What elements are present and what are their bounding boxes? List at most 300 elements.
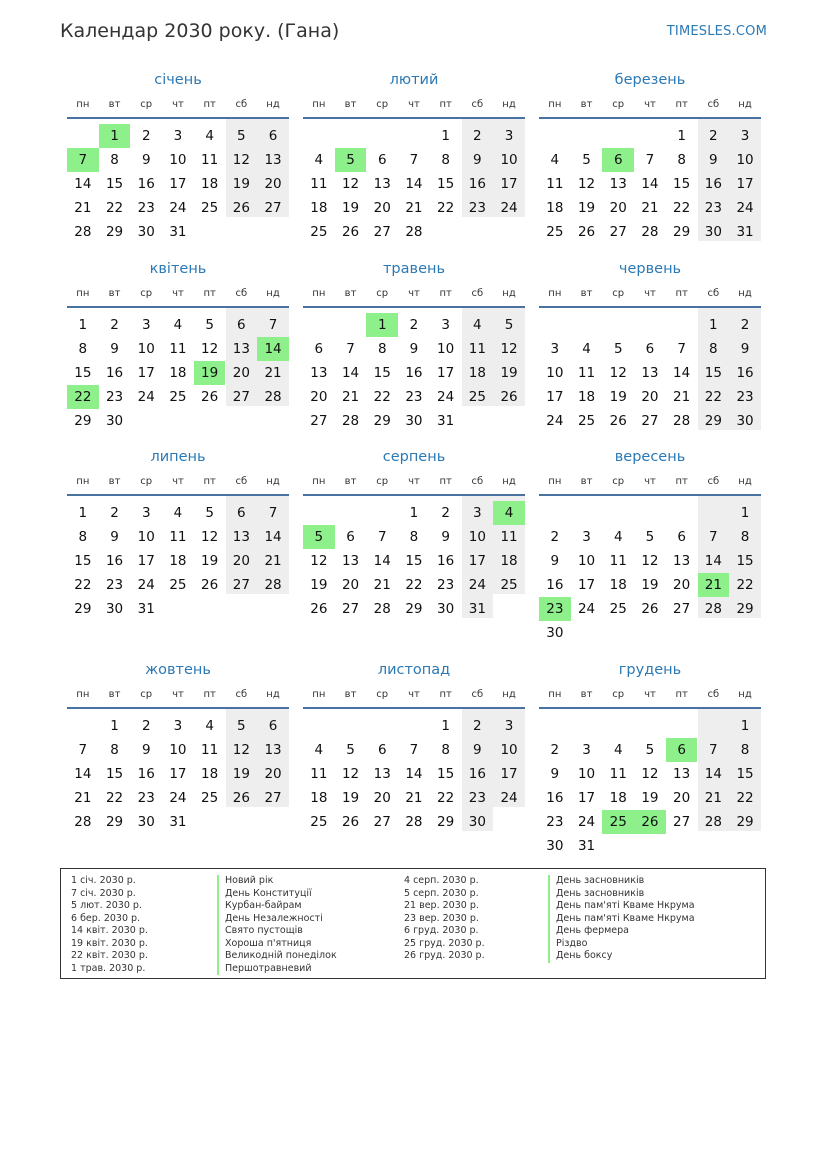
weekday-label: чт: [172, 99, 184, 110]
day-cell: 26: [232, 200, 250, 216]
holiday-day-cell: 21: [698, 573, 730, 597]
day-cell: 23: [137, 790, 155, 806]
day-cell: 14: [405, 176, 423, 192]
weekday-label: ср: [612, 99, 625, 110]
day-cell: 30: [546, 625, 564, 641]
legend-date: 22 квіт. 2030 р.: [71, 950, 148, 961]
day-cell: 25: [201, 200, 219, 216]
day-cell: 9: [550, 553, 560, 569]
legend-holiday-name: Новий рік: [217, 875, 273, 888]
holiday-day-cell: 19: [194, 361, 226, 385]
day-cell: 25: [609, 601, 627, 617]
day-cell: 24: [137, 389, 155, 405]
day-cell: 24: [468, 577, 486, 593]
month-name: жовтень: [145, 662, 211, 678]
legend-date: 1 трав. 2030 р.: [71, 962, 146, 974]
day-cell: 20: [310, 389, 328, 405]
day-cell: 22: [736, 577, 754, 593]
day-cell: 12: [201, 529, 219, 545]
month-divider: [539, 117, 761, 119]
day-cell: 21: [341, 389, 360, 405]
day-cell: 18: [546, 200, 564, 216]
day-cell: 28: [405, 814, 423, 830]
weekday-label: пт: [203, 689, 216, 700]
holiday-day-cell: 1: [366, 313, 398, 337]
day-cell: 10: [577, 766, 596, 782]
weekday-label: ср: [376, 476, 389, 487]
holiday-day-cell: 7: [67, 148, 99, 172]
day-cell: 30: [137, 224, 155, 240]
weekday-label: чт: [172, 476, 184, 487]
day-cell: 1: [110, 718, 119, 734]
day-cell: 2: [409, 317, 419, 333]
day-cell: 24: [577, 814, 596, 830]
day-cell: 14: [673, 365, 691, 381]
day-cell: 9: [473, 742, 482, 758]
day-cell: 22: [405, 577, 423, 593]
weekday-label: пт: [203, 476, 216, 487]
day-cell: 18: [468, 365, 486, 381]
day-cell: 20: [341, 577, 360, 593]
day-cell: 15: [105, 766, 124, 782]
weekday-label: пт: [439, 288, 452, 299]
weekday-label: нд: [738, 99, 752, 110]
weekday-label: нд: [266, 476, 280, 487]
day-cell: 22: [437, 790, 455, 806]
weekday-label: пн: [548, 99, 562, 110]
weekday-label: ср: [140, 99, 153, 110]
day-cell: 18: [169, 365, 187, 381]
legend-holiday-name: День засновників: [548, 875, 644, 888]
day-cell: 19: [641, 790, 659, 806]
day-cell: 19: [341, 200, 360, 216]
weekday-label: сб: [707, 99, 720, 110]
day-cell: 20: [264, 766, 282, 782]
legend-holiday-name: День пам'яті Кваме Нкрума: [548, 900, 695, 913]
legend-holiday-name: День засновників: [548, 888, 644, 901]
legend-holiday-name: Свято пустощів: [217, 925, 303, 938]
day-cell: 8: [709, 341, 718, 357]
weekday-label: ср: [612, 476, 625, 487]
day-cell: 9: [110, 529, 119, 545]
weekday-label: пн: [312, 288, 326, 299]
day-cell: 18: [609, 577, 627, 593]
day-cell: 22: [673, 200, 691, 216]
day-cell: 6: [268, 128, 278, 144]
day-cell: 2: [110, 505, 119, 521]
day-cell: 1: [709, 317, 718, 333]
day-cell: 6: [377, 742, 387, 758]
day-cell: 29: [673, 224, 691, 240]
day-cell: 25: [468, 389, 486, 405]
day-cell: 18: [310, 200, 328, 216]
day-cell: 22: [736, 790, 754, 806]
day-cell: 4: [550, 152, 560, 168]
day-cell: 11: [201, 742, 219, 758]
day-cell: 17: [546, 389, 564, 405]
weekday-label: нд: [502, 99, 516, 110]
day-cell: 22: [437, 200, 455, 216]
day-cell: 27: [341, 601, 360, 617]
day-cell: 24: [500, 790, 518, 806]
weekday-label: пн: [312, 99, 326, 110]
day-cell: 2: [740, 317, 750, 333]
day-cell: 2: [473, 718, 482, 734]
day-cell: 25: [546, 224, 564, 240]
day-cell: 27: [641, 413, 659, 429]
day-cell: 1: [441, 718, 450, 734]
legend-holiday-name: Першотравневий: [217, 963, 312, 976]
weekday-label: пт: [675, 288, 688, 299]
weekday-label: вт: [580, 288, 593, 299]
day-cell: 21: [264, 553, 282, 569]
day-cell: 8: [78, 529, 88, 545]
legend-date: 25 груд. 2030 р.: [404, 937, 485, 949]
weekday-label: вт: [344, 288, 357, 299]
weekday-label: пт: [675, 476, 688, 487]
legend-date: 1 січ. 2030 р.: [71, 875, 136, 886]
day-cell: 4: [173, 505, 183, 521]
day-cell: 10: [577, 553, 596, 569]
weekday-label: сб: [707, 288, 720, 299]
weekday-label: ср: [140, 689, 153, 700]
day-cell: 9: [409, 341, 419, 357]
day-cell: 28: [641, 224, 659, 240]
day-cell: 2: [141, 128, 151, 144]
day-cell: 31: [468, 601, 486, 617]
day-cell: 16: [468, 766, 486, 782]
day-cell: 14: [264, 529, 282, 545]
weekday-label: сб: [471, 476, 484, 487]
month-divider: [539, 707, 761, 709]
day-cell: 4: [314, 152, 324, 168]
day-cell: 12: [577, 176, 596, 192]
day-cell: 19: [500, 365, 518, 381]
month-divider: [67, 494, 289, 496]
day-cell: 22: [704, 389, 722, 405]
day-cell: 22: [105, 200, 124, 216]
day-cell: 22: [74, 577, 92, 593]
day-cell: 12: [341, 766, 360, 782]
day-cell: 16: [546, 577, 564, 593]
weekday-label: вт: [108, 476, 121, 487]
day-cell: 6: [677, 529, 686, 545]
day-cell: 29: [105, 224, 124, 240]
day-cell: 23: [137, 200, 155, 216]
day-cell: 29: [105, 814, 124, 830]
day-cell: 7: [709, 529, 718, 545]
weekday-label: ср: [140, 288, 153, 299]
month-name: грудень: [618, 662, 682, 678]
day-cell: 16: [405, 365, 423, 381]
day-cell: 23: [405, 389, 423, 405]
day-cell: 11: [500, 529, 518, 545]
day-cell: 9: [141, 152, 151, 168]
weekday-label: пн: [548, 288, 562, 299]
day-cell: 7: [268, 317, 278, 333]
day-cell: 17: [468, 553, 486, 569]
day-cell: 20: [673, 790, 691, 806]
month-name: червень: [618, 261, 682, 277]
weekday-label: вт: [344, 476, 357, 487]
weekday-label: вт: [108, 689, 121, 700]
weekday-label: вт: [344, 689, 357, 700]
day-cell: 9: [110, 341, 119, 357]
day-cell: 3: [473, 505, 482, 521]
weekday-label: ср: [140, 476, 153, 487]
weekday-label: ср: [376, 288, 389, 299]
day-cell: 22: [105, 790, 124, 806]
day-cell: 23: [437, 577, 455, 593]
day-cell: 10: [468, 529, 486, 545]
day-cell: 12: [500, 341, 518, 357]
day-cell: 10: [500, 742, 518, 758]
day-cell: 6: [314, 341, 324, 357]
legend-date: 5 серп. 2030 р.: [404, 887, 479, 899]
day-cell: 24: [500, 200, 518, 216]
day-cell: 10: [169, 152, 187, 168]
month-name: серпень: [382, 449, 446, 465]
day-cell: 27: [264, 200, 282, 216]
day-cell: 28: [405, 224, 423, 240]
day-cell: 6: [268, 718, 278, 734]
day-cell: 13: [641, 365, 659, 381]
day-cell: 17: [137, 365, 155, 381]
day-cell: 14: [641, 176, 659, 192]
day-cell: 19: [201, 553, 219, 569]
day-cell: 20: [641, 389, 659, 405]
day-cell: 18: [577, 389, 596, 405]
legend-holiday-name: День Незалежності: [217, 913, 323, 926]
day-cell: 17: [500, 176, 518, 192]
weekday-label: вт: [580, 689, 593, 700]
weekday-label: ср: [612, 689, 625, 700]
day-cell: 16: [546, 790, 564, 806]
day-cell: 16: [137, 766, 155, 782]
day-cell: 16: [437, 553, 455, 569]
legend-date: 26 груд. 2030 р.: [404, 950, 485, 961]
day-cell: 25: [577, 413, 596, 429]
day-cell: 17: [169, 176, 187, 192]
day-cell: 26: [609, 413, 627, 429]
day-cell: 8: [441, 742, 450, 758]
day-cell: 2: [550, 742, 560, 758]
day-cell: 3: [504, 128, 514, 144]
day-cell: 16: [137, 176, 155, 192]
day-cell: 12: [310, 553, 328, 569]
month-name: січень: [154, 72, 202, 88]
day-cell: 13: [609, 176, 627, 192]
day-cell: 25: [169, 389, 187, 405]
day-cell: 25: [310, 814, 328, 830]
day-cell: 9: [441, 529, 450, 545]
day-cell: 19: [232, 176, 250, 192]
day-cell: 1: [78, 317, 88, 333]
day-cell: 27: [673, 601, 691, 617]
day-cell: 13: [673, 766, 691, 782]
weekday-label: нд: [502, 476, 516, 487]
day-cell: 30: [105, 413, 124, 429]
day-cell: 21: [264, 365, 282, 381]
day-cell: 14: [74, 176, 92, 192]
day-cell: 11: [468, 341, 486, 357]
weekday-label: пт: [675, 99, 688, 110]
day-cell: 18: [609, 790, 627, 806]
day-cell: 16: [468, 176, 486, 192]
day-cell: 25: [169, 577, 187, 593]
day-cell: 14: [704, 553, 722, 569]
month-divider: [539, 494, 761, 496]
weekday-label: сб: [707, 476, 720, 487]
day-cell: 17: [577, 790, 596, 806]
weekday-label: пт: [203, 288, 216, 299]
day-cell: 10: [169, 742, 187, 758]
day-cell: 27: [232, 389, 250, 405]
day-cell: 28: [264, 389, 282, 405]
weekday-label: сб: [471, 99, 484, 110]
month-divider: [67, 306, 289, 308]
day-cell: 10: [500, 152, 518, 168]
day-cell: 17: [500, 766, 518, 782]
day-cell: 20: [673, 577, 691, 593]
day-cell: 12: [232, 742, 250, 758]
day-cell: 18: [201, 176, 219, 192]
day-cell: 3: [141, 317, 151, 333]
day-cell: 20: [609, 200, 627, 216]
month-divider: [303, 707, 525, 709]
day-cell: 28: [264, 577, 282, 593]
day-cell: 24: [169, 200, 187, 216]
day-cell: 5: [613, 341, 623, 357]
day-cell: 16: [105, 553, 124, 569]
day-cell: 9: [473, 152, 482, 168]
day-cell: 6: [237, 317, 246, 333]
legend-holiday-name: Хороша п'ятниця: [217, 938, 311, 951]
day-cell: 25: [310, 224, 328, 240]
day-cell: 5: [346, 742, 355, 758]
day-cell: 29: [437, 814, 455, 830]
weekday-label: пт: [675, 689, 688, 700]
day-cell: 2: [473, 128, 482, 144]
day-cell: 24: [137, 577, 155, 593]
day-cell: 29: [74, 413, 92, 429]
weekday-label: нд: [502, 689, 516, 700]
holiday-day-cell: 4: [493, 501, 525, 525]
day-cell: 14: [405, 766, 423, 782]
day-cell: 21: [704, 790, 722, 806]
day-cell: 26: [341, 814, 360, 830]
day-cell: 29: [74, 601, 92, 617]
weekday-label: нд: [502, 288, 516, 299]
day-cell: 10: [437, 341, 455, 357]
day-cell: 11: [310, 176, 328, 192]
weekday-label: чт: [172, 689, 184, 700]
weekday-label: чт: [408, 476, 420, 487]
day-cell: 28: [373, 601, 391, 617]
holiday-day-cell: 25: [602, 810, 634, 834]
day-cell: 13: [373, 176, 391, 192]
day-cell: 21: [673, 389, 691, 405]
weekday-label: чт: [644, 99, 656, 110]
day-cell: 8: [377, 341, 387, 357]
day-cell: 28: [74, 814, 92, 830]
month-divider: [303, 306, 525, 308]
day-cell: 31: [137, 601, 155, 617]
day-cell: 8: [740, 742, 750, 758]
day-cell: 1: [740, 718, 750, 734]
day-cell: 18: [169, 553, 187, 569]
weekday-label: пн: [548, 689, 562, 700]
day-cell: 7: [677, 341, 686, 357]
day-cell: 4: [205, 128, 214, 144]
day-cell: 1: [441, 128, 450, 144]
weekday-label: чт: [644, 689, 656, 700]
day-cell: 11: [169, 529, 187, 545]
day-cell: 30: [137, 814, 155, 830]
legend-date: 4 серп. 2030 р.: [404, 875, 479, 886]
day-cell: 17: [137, 553, 155, 569]
day-cell: 1: [740, 505, 750, 521]
day-cell: 6: [346, 529, 355, 545]
legend-holiday-name: Різдво: [548, 938, 587, 951]
day-cell: 17: [577, 577, 596, 593]
day-cell: 26: [310, 601, 328, 617]
day-cell: 5: [237, 128, 246, 144]
day-cell: 4: [314, 742, 324, 758]
day-cell: 30: [736, 413, 754, 429]
weekday-label: нд: [738, 689, 752, 700]
legend-date: 6 бер. 2030 р.: [71, 912, 141, 924]
day-cell: 14: [373, 553, 391, 569]
day-cell: 18: [500, 553, 518, 569]
weekday-label: сб: [235, 476, 248, 487]
legend-holiday-name: День боксу: [548, 950, 612, 963]
weekday-label: сб: [235, 99, 248, 110]
month-divider: [303, 117, 525, 119]
day-cell: 29: [405, 601, 423, 617]
day-cell: 8: [409, 529, 419, 545]
day-cell: 10: [137, 529, 155, 545]
weekday-label: ср: [376, 689, 389, 700]
day-cell: 8: [110, 742, 119, 758]
day-cell: 13: [673, 553, 691, 569]
weekday-label: сб: [235, 689, 248, 700]
day-cell: 7: [377, 529, 387, 545]
day-cell: 23: [546, 814, 564, 830]
month-divider: [539, 306, 761, 308]
day-cell: 15: [437, 176, 455, 192]
day-cell: 9: [550, 766, 560, 782]
weekday-label: нд: [266, 99, 280, 110]
day-cell: 7: [409, 152, 419, 168]
day-cell: 15: [105, 176, 124, 192]
weekday-label: вт: [344, 99, 357, 110]
day-cell: 5: [645, 742, 655, 758]
weekday-label: пн: [76, 288, 90, 299]
day-cell: 3: [740, 128, 750, 144]
weekday-label: пн: [76, 99, 90, 110]
day-cell: 4: [173, 317, 183, 333]
day-cell: 11: [577, 365, 596, 381]
day-cell: 3: [173, 718, 183, 734]
weekday-label: пн: [548, 476, 562, 487]
day-cell: 31: [577, 838, 596, 854]
day-cell: 15: [736, 766, 754, 782]
day-cell: 29: [736, 814, 754, 830]
day-cell: 5: [205, 505, 214, 521]
weekday-label: пт: [439, 99, 452, 110]
brand-link[interactable]: TIMESLES.COM: [666, 24, 767, 39]
